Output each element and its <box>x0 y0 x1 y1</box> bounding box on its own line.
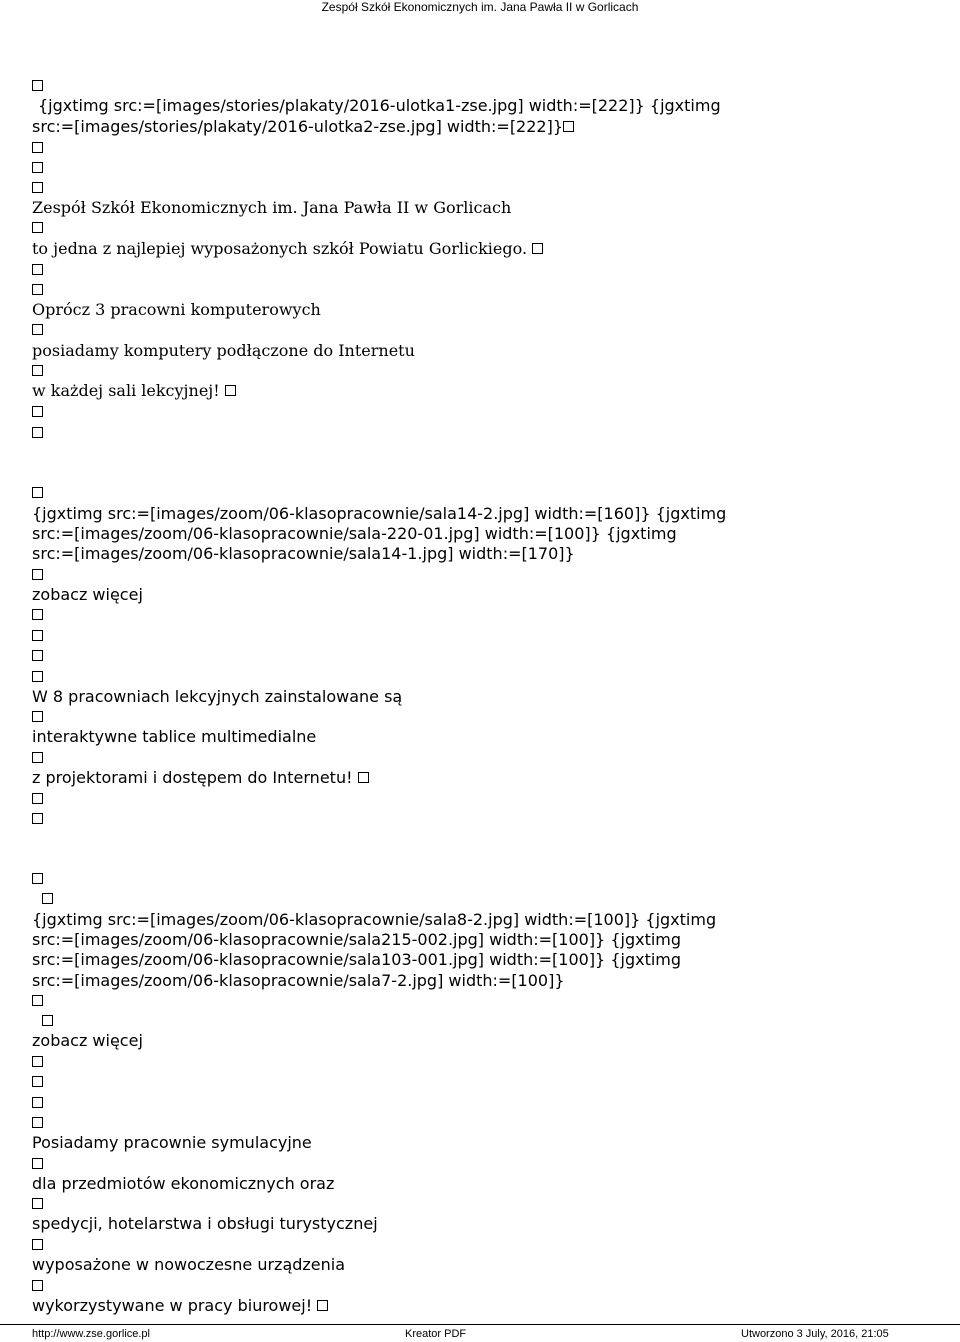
placeholder-box-line <box>32 423 43 443</box>
text-line: spedycji, hotelarstwa i obsługi turystycznej <box>32 1214 378 1233</box>
placeholder-box-icon <box>32 487 43 498</box>
placeholder-box-line <box>32 707 43 727</box>
placeholder-box-line <box>32 1113 43 1133</box>
footer-generator: Kreator PDF <box>405 1328 467 1340</box>
placeholder-box-line <box>32 138 43 158</box>
text-line: interaktywne tablice multimedialne <box>32 727 317 746</box>
page-footer <box>0 1324 960 1342</box>
placeholder-box-line <box>32 565 43 585</box>
image-tag-line: {jgxtimg src:=[images/zoom/06-klasopracownie/sala8-2.jpg] width:=[100]} {jgxtimg <box>32 910 717 929</box>
placeholder-box-line <box>32 483 43 503</box>
placeholder-box-icon <box>32 142 43 153</box>
text-line: posiadamy komputery podłączone do Internetu <box>32 341 415 360</box>
placeholder-box-line <box>32 1093 43 1113</box>
text-line: wyposażone w nowoczesne urządzenia <box>32 1255 346 1274</box>
placeholder-box-icon <box>32 793 43 804</box>
placeholder-box-icon <box>32 182 43 193</box>
placeholder-box-icon <box>317 1300 328 1311</box>
image-tag-line: src:=[images/zoom/06-klasopracownie/sala215-002.jpg] width:=[100]} {jgxtimg <box>32 930 682 949</box>
placeholder-box-icon <box>32 1097 43 1108</box>
placeholder-box-icon <box>532 243 543 254</box>
placeholder-box-line <box>32 260 43 280</box>
placeholder-box-icon <box>32 569 43 580</box>
placeholder-box-icon <box>32 1280 43 1291</box>
placeholder-box-line <box>32 402 43 422</box>
placeholder-box-line <box>32 869 43 889</box>
image-tag-line: src:=[images/zoom/06-klasopracownie/sala7-2.jpg] width:=[100]} <box>32 971 565 990</box>
placeholder-box-line <box>32 178 43 198</box>
placeholder-box-line <box>32 320 43 340</box>
placeholder-box-icon <box>32 813 43 824</box>
image-tag-line: {jgxtimg src:=[images/zoom/06-klasopracownie/sala14-2.jpg] width:=[160]} {jgxtimg <box>32 504 727 523</box>
placeholder-box-icon <box>32 1076 43 1087</box>
text-line: dla przedmiotów ekonomicznych oraz <box>32 1174 335 1193</box>
placeholder-box-icon <box>32 873 43 884</box>
placeholder-box-icon <box>32 365 43 376</box>
placeholder-box-icon <box>225 385 236 396</box>
header-title: Zespół Szkół Ekonomicznych im. Jana Pawła II w Gorlicach <box>321 0 639 14</box>
placeholder-box-line <box>32 361 43 381</box>
placeholder-box-icon <box>32 711 43 722</box>
placeholder-box-line <box>32 1052 43 1072</box>
placeholder-box-icon <box>32 650 43 661</box>
placeholder-box-icon <box>32 995 43 1006</box>
text-line: w każdej sali lekcyjnej! <box>32 381 236 401</box>
image-tag-line: src:=[images/stories/plakaty/2016-ulotka2-zse.jpg] width:=[222]} <box>32 117 574 137</box>
placeholder-box-icon <box>32 264 43 275</box>
placeholder-box-icon <box>358 772 369 783</box>
text-line: Posiadamy pracownie symulacyjne <box>32 1133 312 1152</box>
placeholder-box-line <box>32 1072 43 1092</box>
text-line: Oprócz 3 pracowni komputerowych <box>32 300 321 319</box>
placeholder-box-icon <box>32 222 43 233</box>
page-header <box>0 0 960 14</box>
school-name: Zespół Szkół Ekonomicznych im. Jana Pawła II w Gorlicach <box>32 198 512 217</box>
placeholder-box-line <box>32 76 43 96</box>
placeholder-box-line <box>32 991 43 1011</box>
text-line: to jedna z najlepiej wyposażonych szkół Powiatu Gorlickiego. <box>32 239 543 259</box>
placeholder-box-line <box>32 1235 43 1255</box>
placeholder-box-icon <box>42 1015 53 1026</box>
placeholder-box-icon <box>32 1158 43 1169</box>
placeholder-box-line <box>42 1011 53 1031</box>
placeholder-box-icon <box>32 1117 43 1128</box>
footer-created-date: Utworzono 3 July, 2016, 21:05 <box>741 1328 889 1340</box>
placeholder-box-icon <box>563 121 574 132</box>
placeholder-box-line <box>32 280 43 300</box>
placeholder-box-line <box>32 605 43 625</box>
placeholder-box-icon <box>32 752 43 763</box>
placeholder-box-line <box>32 809 43 829</box>
placeholder-box-line <box>32 667 43 687</box>
placeholder-box-line <box>32 646 43 666</box>
placeholder-box-line <box>32 1194 43 1214</box>
placeholder-box-icon <box>32 1056 43 1067</box>
placeholder-box-icon <box>32 609 43 620</box>
placeholder-box-line <box>32 789 43 809</box>
text-line: z projektorami i dostępem do Internetu! <box>32 768 369 788</box>
placeholder-box-icon <box>32 427 43 438</box>
image-tag-line: src:=[images/zoom/06-klasopracownie/sala-220-01.jpg] width:=[100]} {jgxtimg <box>32 524 677 543</box>
placeholder-box-icon <box>32 406 43 417</box>
placeholder-box-icon <box>32 671 43 682</box>
placeholder-box-icon <box>32 80 43 91</box>
placeholder-box-icon <box>32 630 43 641</box>
image-tag-line: {jgxtimg src:=[images/stories/plakaty/2016-ulotka1-zse.jpg] width:=[222]} {jgxtimg <box>38 96 721 115</box>
placeholder-box-line <box>32 158 43 178</box>
placeholder-box-icon <box>32 162 43 173</box>
placeholder-box-icon <box>32 284 43 295</box>
image-tag-line: src:=[images/zoom/06-klasopracownie/sala14-1.jpg] width:=[170]} <box>32 544 575 563</box>
placeholder-box-line <box>32 1154 43 1174</box>
footer-url-link[interactable]: http://www.zse.gorlice.pl <box>32 1328 150 1340</box>
text-line: wykorzystywane w pracy biurowej! <box>32 1296 328 1316</box>
see-more-link[interactable]: zobacz więcej <box>32 1031 143 1050</box>
placeholder-box-line <box>32 626 43 646</box>
image-tag-line: src:=[images/zoom/06-klasopracownie/sala103-001.jpg] width:=[100]} {jgxtimg <box>32 950 682 969</box>
placeholder-box-icon <box>42 893 53 904</box>
placeholder-box-icon <box>32 324 43 335</box>
placeholder-box-line <box>32 218 43 238</box>
placeholder-box-line <box>32 1276 43 1296</box>
placeholder-box-icon <box>32 1198 43 1209</box>
placeholder-box-icon <box>32 1239 43 1250</box>
placeholder-box-line <box>42 889 53 909</box>
placeholder-box-line <box>32 748 43 768</box>
see-more-link[interactable]: zobacz więcej <box>32 585 143 604</box>
text-line: W 8 pracowniach lekcyjnych zainstalowane są <box>32 687 403 706</box>
